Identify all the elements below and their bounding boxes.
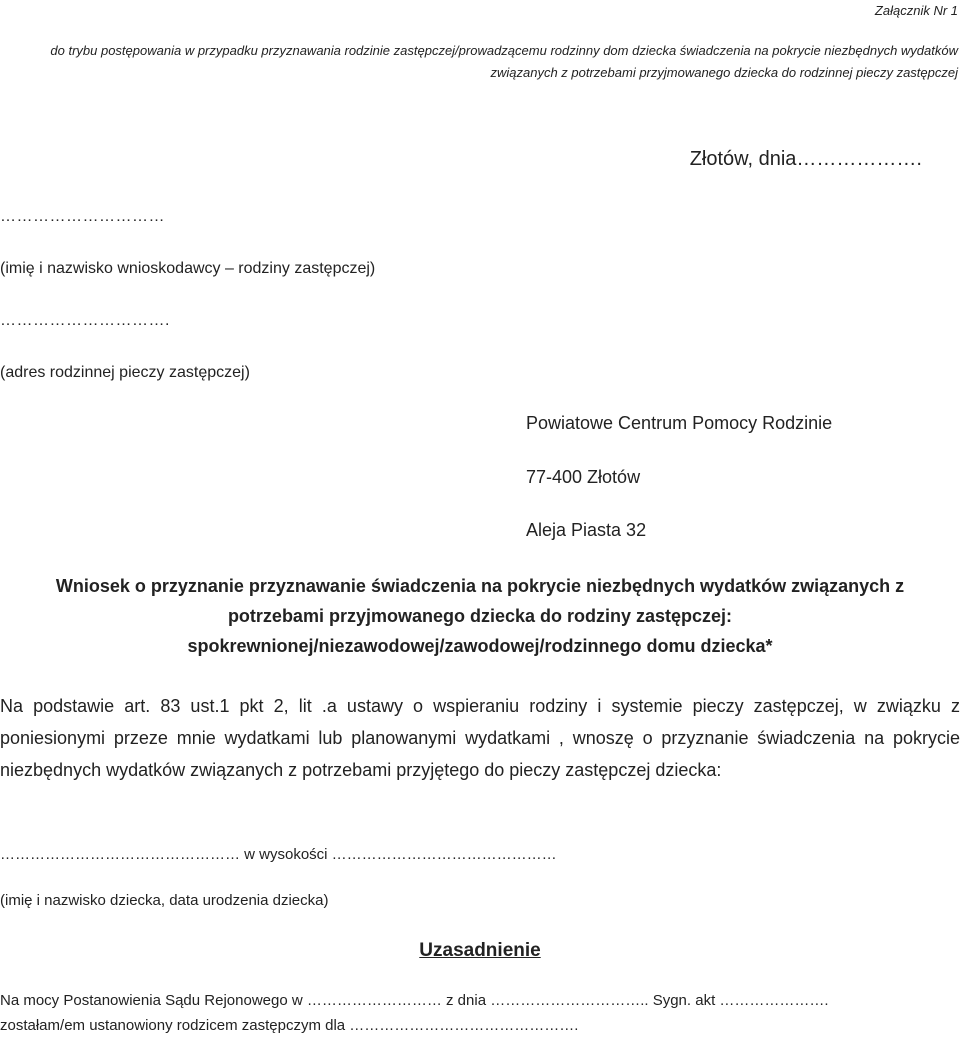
attachment-label: Załącznik Nr 1 — [874, 3, 958, 18]
address-blank: …………………………. — [0, 312, 170, 329]
header-line-2: związanych z potrzebami przyjmowanego dziecka do rodzinnej pieczy zastępczej — [490, 65, 958, 80]
title-line-3: spokrewnionej/niezawodowej/zawodowej/rodzinnego domu dziecka* — [187, 636, 773, 656]
address-label: (adres rodzinnej pieczy zastępczej) — [0, 364, 250, 381]
child-label: (imię i nazwisko dziecka, data urodzenia dziecka) — [0, 892, 329, 909]
document-title — [0, 571, 960, 661]
recipient-street: Aleja Piasta 32 — [526, 520, 647, 540]
body-paragraph: Na podstawie art. 83 ust.1 pkt 2, lit .a ustawy o wspieraniu rodziny i systemie pieczy zastępczej, w związku z poniesionymi przeze mnie wydatkami lub planowanymi wydatkami , wnoszę o przyznanie świadczenia na pokrycie niezbędnych wydatków związanych z potrzebami przyjętego do pieczy zastępczej dziecka: — [0, 696, 960, 780]
title-line-1: Wniosek o przyznanie przyznawanie świadczenia na pokrycie niezbędnych wydatków związanych z — [55, 576, 905, 596]
title-line-2: potrzebami przyjmowanego dziecka do rodziny zastępczej: — [227, 606, 733, 626]
place-date: Złotów, dnia………………. — [689, 148, 922, 170]
justification-line-2: zostałam/em ustanowiony rodzicem zastępczym dla ………………………………………. — [0, 1017, 579, 1034]
recipient-name: Powiatowe Centrum Pomocy Rodzinie — [526, 413, 833, 433]
justification-line-1: Na mocy Postanowienia Sądu Rejonowego w ……………………… z dnia ………………………….. Sygn. akt …………………. — [0, 992, 829, 1009]
applicant-name-label: (imię i nazwisko wnioskodawcy – rodziny zastępczej) — [0, 260, 376, 277]
recipient-postal: 77-400 Złotów — [526, 467, 641, 487]
header-line-1: do trybu postępowania w przypadku przyznawania rodzinie zastępczej/prowadzącemu rodzinny dom dziecka świadczenia na pokrycie niezbędnych wydatków — [50, 43, 958, 58]
amount-line: ………………………………………… w wysokości ……………………………………… — [0, 846, 557, 863]
applicant-name-blank: ………………………… — [0, 208, 165, 225]
section-title: Uzasadnienie — [419, 940, 541, 961]
